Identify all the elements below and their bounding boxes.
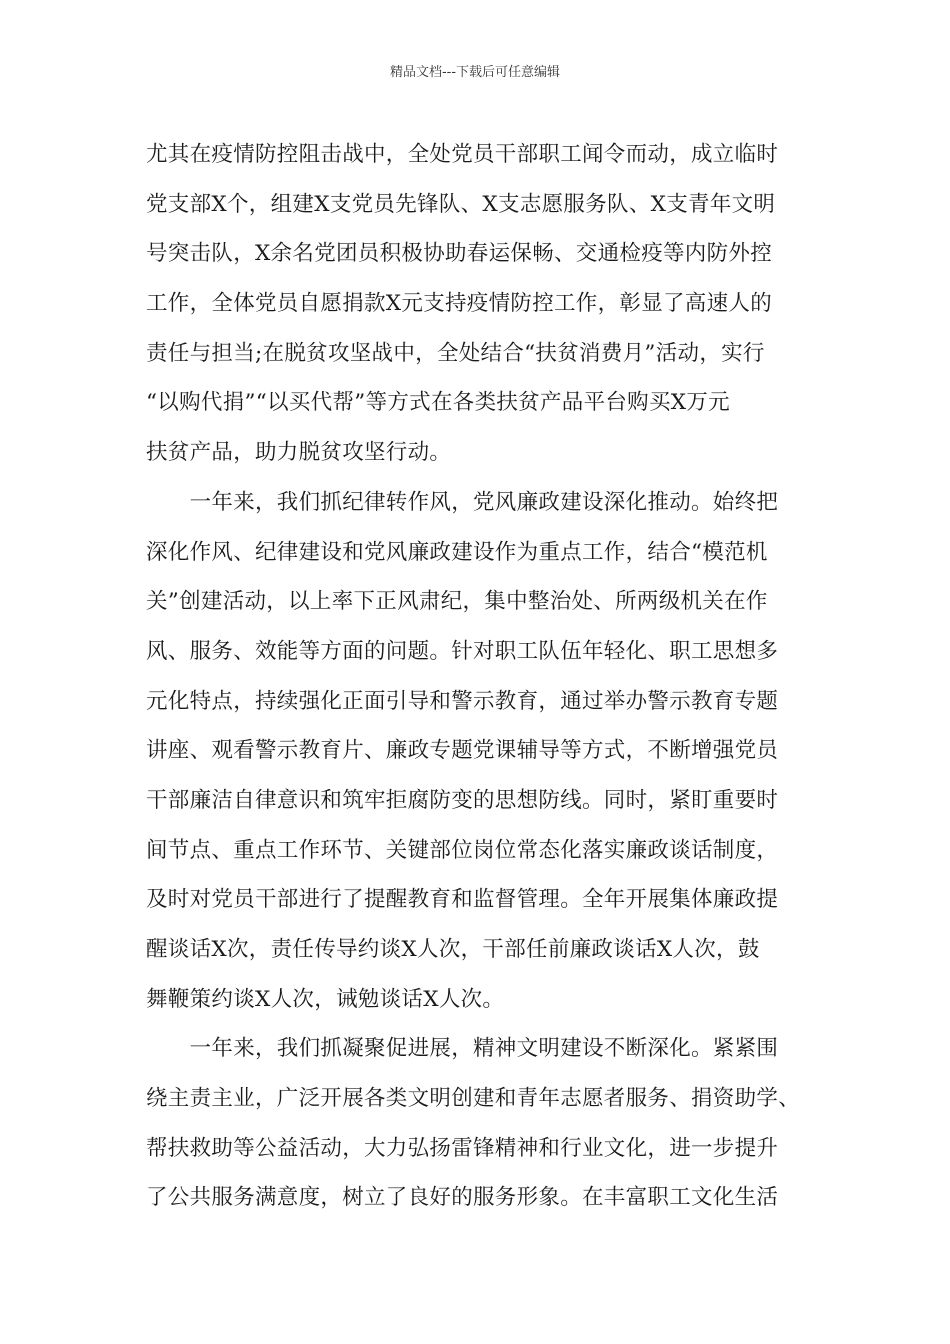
text-line: 工作，全体党员自愿捐款X元支持疫情防控工作，彰显了高速人的 <box>146 291 773 317</box>
text-line: “以购代捐”“以买代帮”等方式在各类扶贫产品平台购买X万元 <box>146 390 730 416</box>
text-line: 间节点、重点工作环节、关键部位岗位常态化落实廉政谈话制度， <box>146 837 779 863</box>
text-line: 绕主责主业，广泛开展各类文明创建和青年志愿者服务、捐资助学、 <box>146 1086 801 1112</box>
text-line: 元化特点，持续强化正面引导和警示教育，通过举办警示教育专题 <box>146 688 779 714</box>
text-line: 及时对党员干部进行了提醒教育和监督管理。全年开展集体廉政提 <box>146 887 779 913</box>
text-line: 扶贫产品，助力脱贫攻坚行动。 <box>146 440 452 466</box>
text-line: 干部廉洁自律意识和筑牢拒腐防变的思想防线。同时，紧盯重要时 <box>146 787 779 813</box>
page-header: 精品文档---下载后可任意编辑 <box>389 65 561 80</box>
text-line: 舞鞭策约谈X人次，诫勉谈话X人次。 <box>146 986 505 1012</box>
text-line: 尤其在疫情防控阻击战中，全处党员干部职工闻令而动，成立临时 <box>146 142 779 167</box>
text-line: 深化作风、纪律建设和党风廉政建设作为重点工作，结合“模范机 <box>146 539 768 565</box>
text-line: 醒谈话X次，责任传导约谈X人次，干部任前廉政谈话X人次，鼓 <box>146 937 760 962</box>
text-line: 责任与担当;在脱贫攻坚战中，全处结合“扶贫消费月”活动，实行 <box>146 340 765 366</box>
text-line: 党支部X个，组建X支党员先锋队、X支志愿服务队、X支青年文明 <box>146 191 776 217</box>
text-line: 帮扶救助等公益活动，大力弘扬雷锋精神和行业文化，进一步提升 <box>146 1135 779 1161</box>
text-line: 一年来，我们抓凝聚促进展，精神文明建设不断深化。紧紧围 <box>146 1036 779 1062</box>
text-line: 风、服务、效能等方面的问题。针对职工队伍年轻化、职工思想多 <box>146 638 779 664</box>
text-line: 讲座、观看警示教育片、廉政专题党课辅导等方式，不断增强党员 <box>146 738 779 764</box>
text-line: 一年来，我们抓纪律转作风，党风廉政建设深化推动。始终把 <box>146 489 779 515</box>
text-line: 关”创建活动，以上率下正风肃纪，集中整治处、所两级机关在作 <box>146 589 768 615</box>
text-line: 号突击队，X余名党团员积极协助春运保畅、交通检疫等内防外控 <box>146 241 773 267</box>
text-line: 了公共服务满意度，树立了良好的服务形象。在丰富职工文化生活 <box>146 1185 779 1211</box>
document-body <box>146 134 806 1227</box>
